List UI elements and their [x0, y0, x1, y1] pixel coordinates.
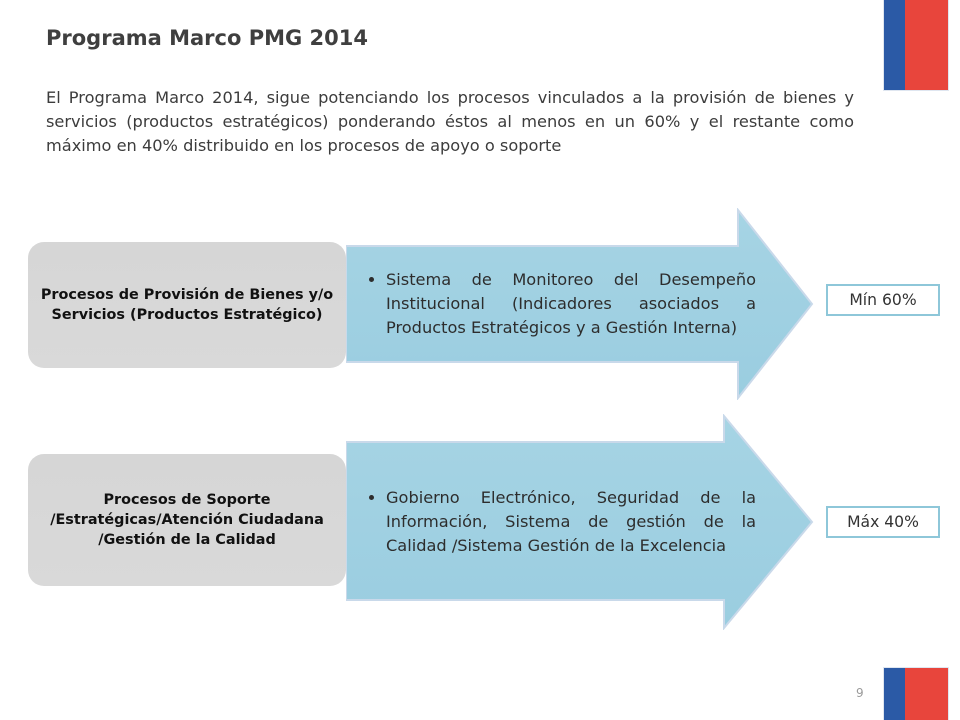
flag-blue-stripe [884, 0, 905, 90]
category-box-provision: Procesos de Provisión de Bienes y/o Servicios (Productos Estratégico) [28, 242, 346, 368]
flag-red-stripe [905, 668, 948, 720]
page-title: Programa Marco PMG 2014 [46, 26, 368, 50]
process-item-text: • Gobierno Electrónico, Seguridad de la Información, Sistema de gestión de la Calidad /Sistema Gestión de la Excelencia [386, 486, 756, 558]
flag-red-stripe [905, 0, 948, 90]
page-number: 9 [856, 686, 864, 700]
flag-blue-stripe [884, 668, 905, 720]
process-arrow-support [346, 414, 814, 630]
weight-badge-min: Mín 60% [826, 284, 940, 316]
chile-flag-bottom [884, 668, 948, 720]
process-item-text: • Sistema de Monitoreo del Desempeño Institucional (Indicadores asociados a Productos Estratégicos y a Gestión Interna) [386, 268, 756, 340]
process-arrow-provision [346, 208, 814, 400]
weight-badge-max: Máx 40% [826, 506, 940, 538]
chile-flag-top [884, 0, 948, 90]
category-box-support: Procesos de Soporte /Estratégicas/Atención Ciudadana /Gestión de la Calidad [28, 454, 346, 586]
intro-paragraph: El Programa Marco 2014, sigue potenciando los procesos vinculados a la provisión de bienes y servicios (productos estratégicos) ponderando éstos al menos en un 60% y el restante como máximo en 40% distribuido en los procesos de apoyo o soporte [46, 88, 854, 155]
